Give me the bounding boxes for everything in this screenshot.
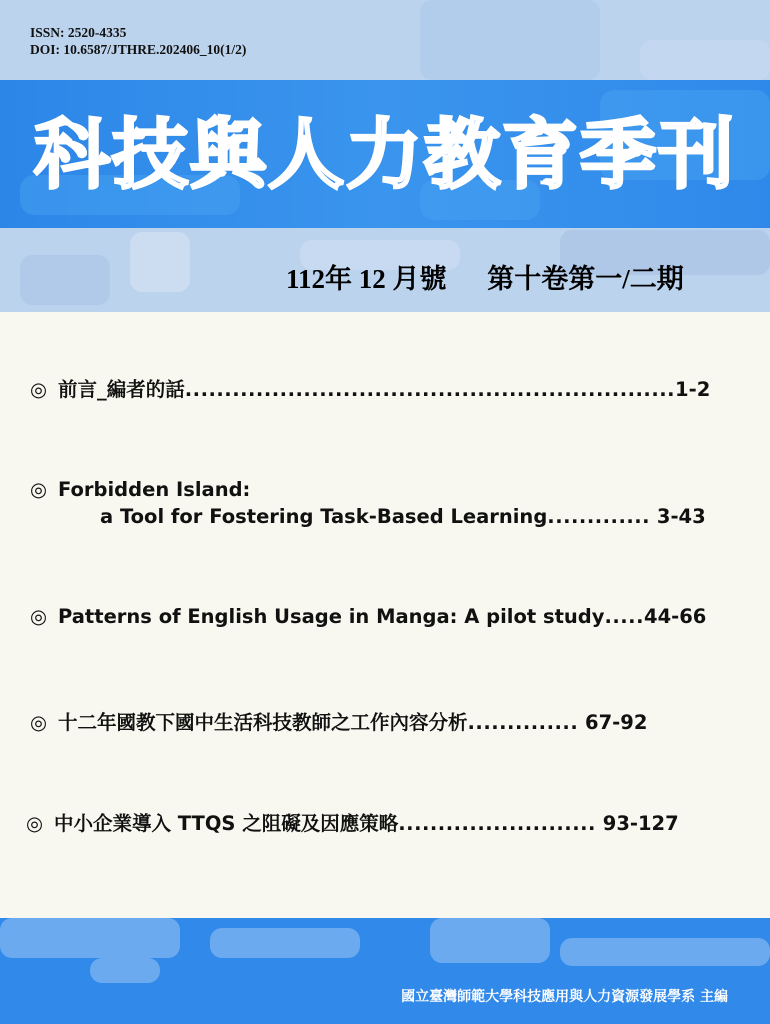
decor-block xyxy=(640,40,770,80)
toc-pages: 1-2 xyxy=(675,378,711,401)
decor-block xyxy=(430,918,550,963)
volume-number: 第十卷第一/二期 xyxy=(487,264,684,294)
toc-title: 前言_編者的話 xyxy=(58,378,185,401)
toc-entry[interactable] xyxy=(26,810,679,837)
doi-text: DOI: 10.6587/JTHRE.202406_10(1/2) xyxy=(30,42,247,57)
issue-line xyxy=(286,262,756,296)
leader-dots: .............. xyxy=(467,711,579,734)
table-of-contents xyxy=(0,312,770,918)
bullet-mark: ◎ xyxy=(30,378,48,401)
bullet-mark: ◎ xyxy=(30,605,48,628)
toc-pages: 67-92 xyxy=(585,711,648,734)
toc-pages: 44-66 xyxy=(644,605,707,628)
toc-entry[interactable] xyxy=(30,603,706,630)
toc-title-line-2: a Tool for Fostering Task-Based Learning xyxy=(100,505,548,528)
decor-block xyxy=(90,958,160,983)
leader-dots: .............................................................. xyxy=(184,378,676,401)
leader-dots: ..... xyxy=(604,605,644,628)
footer-band xyxy=(0,918,770,1024)
toc-entry[interactable] xyxy=(30,476,706,530)
toc-title: Forbidden Island: xyxy=(58,478,251,501)
toc-pages: 93-127 xyxy=(602,812,679,835)
bullet-mark: ◎ xyxy=(26,812,44,835)
toc-title: 十二年國教下國中生活科技教師之工作內容分析 xyxy=(58,711,468,734)
leader-dots: ......................... xyxy=(398,812,596,835)
issn-text: ISSN: 2520-4335 xyxy=(30,25,127,40)
publisher-credit: 國立臺灣師範大學科技應用與人力資源發展學系 主編 xyxy=(401,989,728,1005)
journal-title: 科技與人力教育季刊 xyxy=(34,110,736,199)
bullet-mark: ◎ xyxy=(30,711,48,734)
toc-entry[interactable] xyxy=(30,709,647,736)
decor-block xyxy=(210,928,360,958)
decor-block xyxy=(560,938,770,966)
decor-block xyxy=(420,0,600,80)
decor-block xyxy=(0,918,180,958)
toc-title-continued xyxy=(30,503,706,530)
bullet-mark: ◎ xyxy=(30,478,48,501)
toc-title: 中小企業導入 TTQS 之阻礙及因應策略 xyxy=(54,812,399,835)
leader-dots: ............. xyxy=(547,505,651,528)
issue-date: 112年 12 月號 xyxy=(286,264,447,294)
toc-pages: 3-43 xyxy=(656,505,706,528)
toc-entry[interactable] xyxy=(30,376,710,403)
decor-block xyxy=(130,232,190,292)
identifier-block xyxy=(30,24,246,58)
decor-block xyxy=(20,255,110,305)
toc-title: Patterns of English Usage in Manga: A pilot study xyxy=(58,605,605,628)
